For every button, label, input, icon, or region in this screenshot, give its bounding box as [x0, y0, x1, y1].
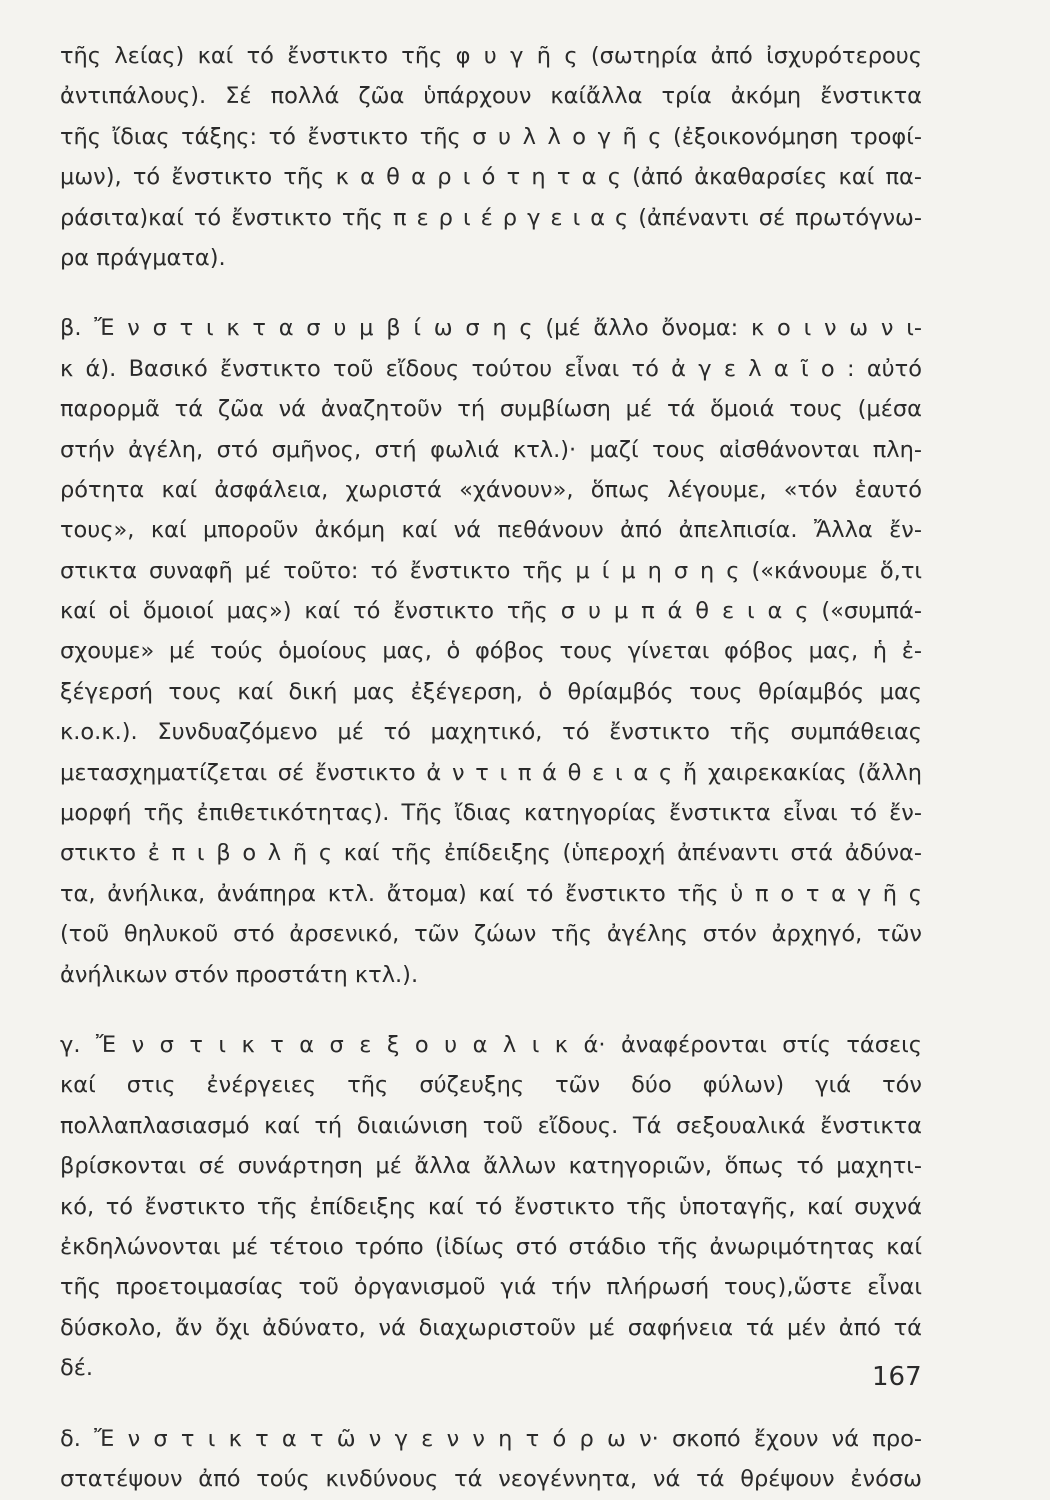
text-line: σχουμε» μέ τούς ὁμοίους μας, ὁ φόβος τους γίνεται φόβος μας, ἡ ἐ- [60, 638, 922, 665]
text-line: μορφή τῆς ἐπιθετικότητας). Τῆς ἴδιας κατηγορίας ἔνστικτα εἶναι τό ἔν- [60, 800, 922, 827]
text-line: καί οἱ ὅμοιοί μας») καί τό ἔνστικτο τῆς σ υ μ π ά θ ε ι α ς («συμπά- [60, 598, 922, 625]
text-line: τῆς λείας) καί τό ἔνστικτο τῆς φ υ γ ῆ ς (σωτηρία ἀπό ἰσχυρότερους [60, 43, 922, 69]
paragraph-gap [60, 278, 922, 308]
text-line: ρότητα καί ἀσφάλεια, χωριστά «χάνουν», ὅπως λέγουμε, «τόν ἑαυτό [60, 476, 922, 503]
text-line: ἀνήλικων στόν προστάτη κτλ.). [60, 961, 419, 988]
text-line: βρίσκονται σέ συνάρτηση μέ ἄλλα ἄλλων κατηγοριῶν, ὅπως τό μαχητι- [60, 1153, 922, 1180]
body-text [60, 36, 922, 1499]
text-line: γ. Ἔ ν σ τ ι κ τ α σ ε ξ ο υ α λ ι κ ά· ἀναφέρονται στίς τάσεις [60, 1031, 922, 1058]
text-line: τῆς προετοιμασίας τοῦ ὀργανισμοῦ γιά τήν πλήρωσή τους),ὥστε εἶναι [60, 1274, 922, 1301]
text-line: κ ά). Βασικό ἔνστικτο τοῦ εἴδους τούτου εἶναι τό ἀ γ ε λ α ῖ ο : αὐτό [60, 355, 922, 382]
text-line: στήν ἀγέλη, στό σμῆνος, στή φωλιά κτλ.)· μαζί τους αἰσθάνονται πλη- [60, 436, 922, 463]
text-line: μετασχηματίζεται σέ ἔνστικτο ἀ ν τ ι π ά θ ε ι α ς ἤ χαιρεκακίας (ἄλλη [60, 759, 922, 786]
text-line: ξέγερσή τους καί δική μας ἐξέγερση, ὁ θρίαμβός τους θρίαμβός μας [60, 678, 922, 705]
paragraph-delta [60, 1419, 922, 1500]
text-line: κ.ο.κ.). Συνδυαζόμενο μέ τό μαχητικό, τό ἔνστικτο τῆς συμπάθειας [60, 719, 922, 746]
text-line: τους», καί μποροῦν ἀκόμη καί νά πεθάνουν ἀπό ἀπελπισία. Ἄλλα ἔν- [60, 517, 922, 544]
text-line: δ. Ἔ ν σ τ ι κ τ α τ ῶ ν γ ε ν ν η τ ό ρ ω ν· σκοπό ἔχουν νά προ- [60, 1425, 922, 1452]
paragraph-continuation [60, 36, 922, 278]
paragraph-gap [60, 1389, 922, 1419]
text-line: τῆς ἴδιας τάξης: τό ἔνστικτο τῆς σ υ λ λ ο γ ῆ ς (ἐξοικονόμηση τροφί- [60, 123, 922, 150]
text-line: ρα πράγματα). [60, 244, 226, 271]
text-line: στικτο ἐ π ι β ο λ ῆ ς καί τῆς ἐπίδειξης (ὑπεροχή ἀπέναντι στά ἀδύνα- [60, 840, 922, 867]
text-line: μων), τό ἔνστικτο τῆς κ α θ α ρ ι ό τ η τ α ς (ἀπό ἀκαθαρσίες καί πα- [60, 164, 922, 191]
text-line: ράσιτα)καί τό ἔνστικτο τῆς π ε ρ ι έ ρ γ ε ι α ς (ἀπέναντι σέ πρωτόγνω- [60, 204, 922, 231]
text-line: στατέψουν ἀπό τούς κινδύνους τά νεογέννητα, νά τά θρέψουν ἐνόσω [60, 1465, 922, 1492]
text-line: παρορμᾶ τά ζῶα νά ἀναζητοῦν τή συμβίωση μέ τά ὅμοιά τους (μέσα [60, 396, 922, 423]
text-line: ἐκδηλώνονται μέ τέτοιο τρόπο (ἰδίως στό στάδιο τῆς ἀνωριμότητας καί [60, 1233, 922, 1260]
paragraph-beta [60, 308, 922, 995]
paragraph-gap [60, 995, 922, 1025]
text-line: δέ. [60, 1355, 94, 1382]
text-line: πολλαπλασιασμό καί τή διαιώνιση τοῦ εἴδους. Τά σεξουαλικά ἔνστικτα [60, 1112, 922, 1139]
text-line: τα, ἀνήλικα, ἀνάπηρα κτλ. ἄτομα) καί τό ἔνστικτο τῆς ὑ π ο τ α γ ῆ ς [60, 880, 922, 907]
text-line: κό, τό ἔνστικτο τῆς ἐπίδειξης καί τό ἔνστικτο τῆς ὑποταγῆς, καί συχνά [60, 1193, 922, 1220]
text-line: β. Ἔ ν σ τ ι κ τ α σ υ μ β ί ω σ η ς (μέ ἄλλο ὄνομα: κ ο ι ν ω ν ι- [60, 315, 922, 342]
text-line: δύσκολο, ἄν ὄχι ἀδύνατο, νά διαχωριστοῦν μέ σαφήνεια τά μέν ἀπό τά [60, 1314, 922, 1341]
page-number: 167 [872, 1362, 922, 1392]
text-line: στικτα συναφῆ μέ τοῦτο: τό ἔνστικτο τῆς μ ί μ η σ η ς («κάνουμε ὅ,τι [60, 557, 922, 584]
text-line: καί στις ἐνέργειες τῆς σύζευξης τῶν δύο φύλων) γιά τόν [60, 1072, 922, 1099]
paragraph-gamma [60, 1025, 922, 1389]
text-line: ἀντιπάλους). Σέ πολλά ζῶα ὑπάρχουν καίἄλλα τρία ἀκόμη ἔνστικτα [60, 83, 922, 110]
text-line: (τοῦ θηλυκοῦ στό ἀρσενικό, τῶν ζώων τῆς ἀγέλης στόν ἀρχηγό, τῶν [60, 921, 922, 948]
